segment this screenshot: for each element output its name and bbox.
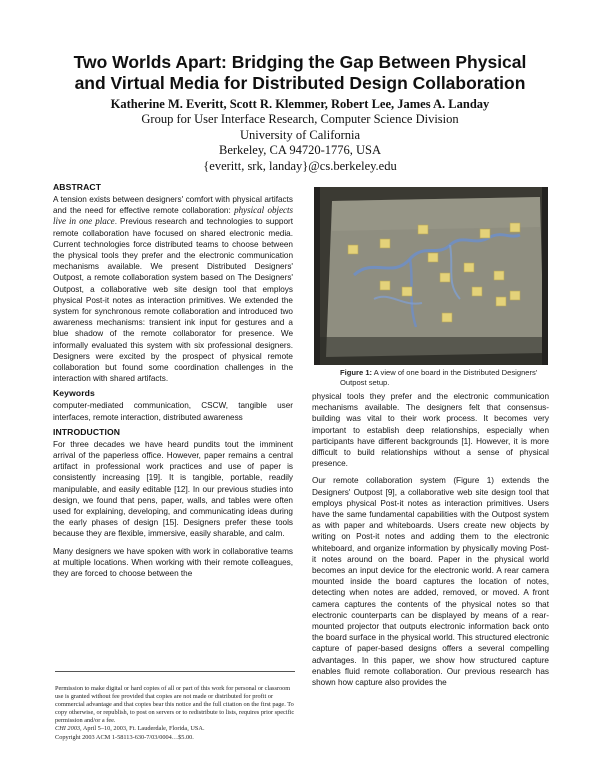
introduction-paragraph-1: For three decades we have heard pundits tout the imminent arrival of the paperless office. However, paper remains a central artifact in professional work practices and use of paper is consistently increasing [19]. It is tangible, portable, readily manipulable, and easily editable [12]. In our previous studies into design, we found that pens, paper, walls, and tables were often used for explaining, developing, and communicating ideas during the early phases of design [15]. Designers prefer these tools because they are flexible, immersive, easily sharable, and calm. xyxy=(53,439,293,539)
figure-label: Figure 1: xyxy=(340,368,373,377)
figure-1-photo xyxy=(314,187,548,365)
affiliation-address: Berkeley, CA 94720-1776, USA xyxy=(218,143,382,157)
paper-title xyxy=(40,52,560,94)
author-names: Katherine M. Everitt, Scott R. Klemmer, Robert Lee, James A. Landay xyxy=(110,97,490,111)
copyright-line: Copyright 2003 ACM 1-58113-630-7/03/0004…$5.00. xyxy=(55,733,194,741)
keywords-text: computer-mediated communication, CSCW, tangible user interfaces, remote interaction, distributed awareness xyxy=(53,401,293,422)
venue-line: CHI 2003, April 5–10, 2003, Ft. Lauderdale, Florida, USA. xyxy=(55,725,205,733)
abstract-text: A tension exists between designers' comfort with physical artifacts and the need for effective remote collaboration: physical objects live in one place. Previous research and technologies to support remote collaboration have focused on shared electronic media. Current technologies force distributed teams to choose between the physical tools they prefer and the electronic communication mechanisms available. We present Distributed Designers' Outpost, a remote collaboration system based on The Designers' Outpost, a collaborative web site design tool that employs physical Post-it notes as interaction primitives. We extended the system for synchronous remote collaboration and introduced two awareness mechanisms: transient ink input for gestures and a blue shadow of the remote collaborator for presence. We informally evaluated this system with six professional designers. Designers were excited by the prospect of physical remote collaboration but found some coordination challenges in the interaction with shared artifacts. xyxy=(53,195,293,384)
permission-notice: Permission to make digital or hard copies of all or part of this work for personal or classroom use is granted without fee provided that copies are not made or distributed for profit or commercial advantage and that copies bear this notice and the full citation on the first page. To copy otherwise, or republish, to post on servers or to redistribute to lists, requires prior specific permission and/or a fee. xyxy=(55,685,295,725)
title-line-1: Two Worlds Apart: Bridging the Gap Between Physical xyxy=(73,52,527,72)
abstract-emphasis: physical objects live in one place xyxy=(53,205,293,227)
affiliation-group: Group for User Interface Research, Computer Science Division xyxy=(141,112,459,126)
author-block xyxy=(40,97,560,174)
introduction-heading: INTRODUCTION xyxy=(53,426,121,437)
board-photo-illustration xyxy=(314,187,548,365)
footnote-divider xyxy=(55,671,295,672)
right-paragraph-2: Our remote collaboration system (Figure 1) extends the Designers' Outpost [9], a collaborative web site design tool that employs physical Post-it notes as interaction primitives. Users have the same fundamental capabilities with the Outpost system as with paper and whiteboards. Users create new objects by writing on Post-it notes and adding them to the electronic whiteboard, and organize information by physically moving Post-it notes around on the board. Paper in the physical world becomes an input device for the electronic world. A rear camera mounted inside the board captures the location of notes, detecting when notes are added, removed, or moved. A front camera captures the contents of the physical notes so that electronic counterparts can be displayed by means of a rear-mounted projector that outputs electronic information back onto the board surface in the physical world. This structured electronic capture of paper-based designs offers a several compelling advantages. In this paper, we show how structured capture enables fluid remote collaboration. Our previous research has shown how capture also provides the xyxy=(312,476,549,688)
keywords-heading: Keywords xyxy=(53,388,95,399)
right-column xyxy=(312,391,549,688)
introduction-paragraph-2: Many designers we have spoken with work in collaborative teams at multiple locations. When working with their remote colleagues, they are forced to choose between the xyxy=(53,546,293,579)
left-column xyxy=(53,182,293,579)
right-paragraph-1: physical tools they prefer and the electronic communication mechanisms available. The designers felt that consensus-building was vital to their work process. It becomes very important to establish deep relationships, especially when participants have different backgrounds [1]. However, it is more difficult to build relationships without a sense of physical presence. xyxy=(312,392,549,469)
copyright-footnote xyxy=(55,685,295,742)
affiliation-email: {everitt, srk, landay}@cs.berkeley.edu xyxy=(203,158,397,173)
figure-caption-text: A view of one board in the Distributed Designers' Outpost setup. xyxy=(340,368,538,387)
figure-1-caption xyxy=(340,368,540,388)
abstract-heading: ABSTRACT xyxy=(53,182,102,192)
title-line-2: and Virtual Media for Distributed Design Collaboration xyxy=(74,73,526,93)
affiliation-university: University of California xyxy=(239,127,361,142)
